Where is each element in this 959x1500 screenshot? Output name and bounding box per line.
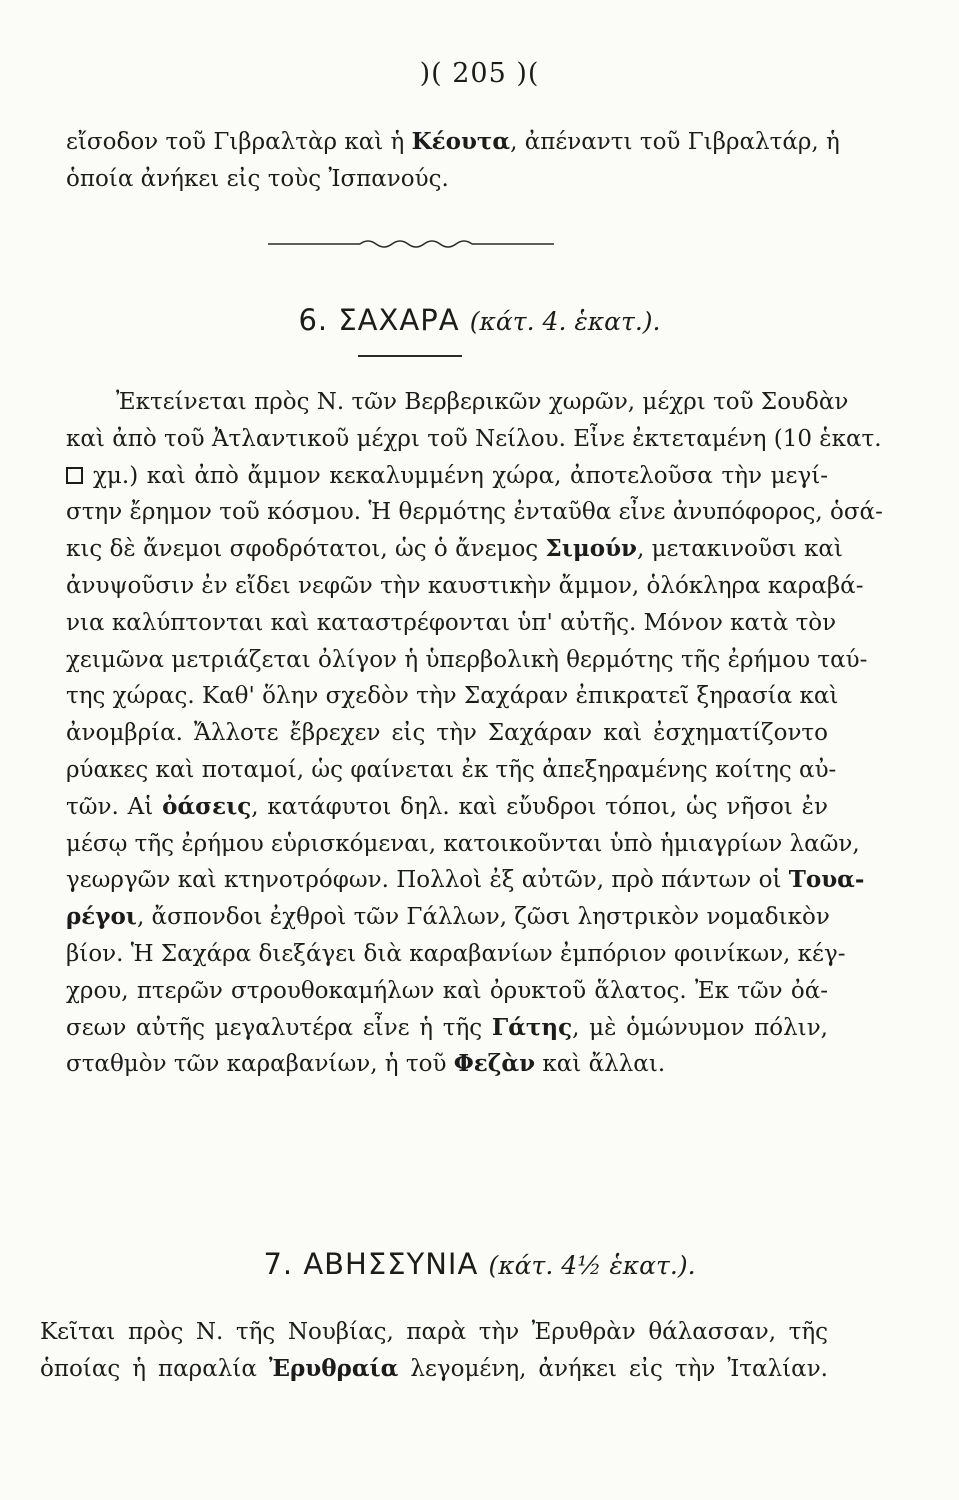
text-line: σταθμὸν τῶν καραβανίων, ἡ τοῦ Φεζὰν καὶ ἄλλαι. <box>66 1050 666 1078</box>
section-heading-sahara <box>0 303 959 337</box>
text-line: μέσῳ τῆς ἐρήμου εὑρισκόμεναι, κατοικοῦνται ὑπὸ ἡμιαγρίων λαῶν, <box>66 830 860 857</box>
place-name-eritrea: Ἐρυθραία <box>268 1354 399 1382</box>
heading-title: 6. ΣΑΧΑΡΑ <box>298 303 460 337</box>
text-line: εἴσοδον τοῦ Γιβραλτὰρ καὶ ἡ Κέουτα, ἀπέναντι τοῦ Γιβραλτάρ, ἡ <box>66 128 840 155</box>
text-line: χρου, πτερῶν στρουθοκαμήλων καὶ ὀρυκτοῦ ἅλατος. Ἐκ τῶν ὀά- <box>66 977 828 1004</box>
text-line: Κεῖται πρὸς Ν. τῆς Νουβίας, παρὰ τὴν Ἐρυθρὰν θάλασσαν, τῆς <box>40 1319 828 1345</box>
text-line: της χώρας. Καθ' ὅλην σχεδὸν τὴν Σαχάραν ἐπικρατεῖ ξηρασία καὶ <box>66 683 839 710</box>
page-number-header: )( 205 )( <box>419 58 540 89</box>
text-line: ἀνομβρία. Ἄλλοτε ἔβρεχεν εἰς τὴν Σαχάραν καὶ ἐσχηματίζοντο <box>66 720 828 747</box>
heading-note: (κάτ. 4. ἑκατ.). <box>469 307 661 336</box>
intro-paragraph <box>66 124 840 198</box>
text-line: χμ.) καὶ ἀπὸ ἄμμον κεκαλυμμένη χώρα, ἀποτελοῦσα τὴν μεγί- <box>66 458 828 495</box>
text-line: Ἐκτείνεται πρὸς Ν. τῶν Βερβερικῶν χωρῶν, μέχρι τοῦ Σουδὰν <box>116 389 849 415</box>
text-line: κις δὲ ἄνεμοι σφοδρότατοι, ὡς ὁ ἄνεμος Σιμούν, μετακινοῦσι καὶ <box>66 535 843 563</box>
text-line: στην ἔρημον τοῦ κόσμου. Ἡ θερμότης ἐνταῦθα εἶνε ἀνυπόφορος, ὁσά- <box>66 499 883 526</box>
place-name-fezzan: Φεζὰν <box>453 1050 536 1078</box>
term-simoun: Σιμούν <box>545 535 637 563</box>
heading-title: 7. ΑΒΗΣΣΥΝΙΑ <box>263 1247 479 1281</box>
text-line: καὶ ἀπὸ τοῦ Ἀτλαντικοῦ μέχρι τοῦ Νείλου. Εἶνε ἐκτεταμένη (10 ἑκατ. <box>66 425 882 452</box>
text-line: χειμῶνα μετριάζεται ὀλίγον ἡ ὑπερβολικὴ θερμότης τῆς ἐρήμου ταύ- <box>66 646 868 673</box>
text-line: ρέγοι, ἄσπονδοι ἐχθροὶ τῶν Γάλλων, ζῶσι ληστρικὸν νομαδικὸν <box>66 903 830 931</box>
place-name-keouta: Κέουτα <box>411 128 511 155</box>
heading-rule <box>358 355 462 357</box>
text-line: βίον. Ἡ Σαχάρα διεξάγει διὰ καραβανίων ἐμπόριον φοινίκων, κέγ- <box>66 940 846 967</box>
text-line: νια καλύπτονται καὶ καταστρέφονται ὑπ' αὐτῆς. Μόνον κατὰ τὸν <box>66 609 837 636</box>
abyssinia-paragraph <box>40 1314 828 1388</box>
section-heading-abyssinia <box>0 1247 959 1281</box>
text-line: ρύακες καὶ ποταμοί, ὡς φαίνεται ἐκ τῆς ἀπεξηραμένης κοίτης αὐ- <box>66 756 837 783</box>
term-touareg: Τουα- <box>788 866 865 894</box>
text-line: ὁποίας ἡ παραλία Ἐρυθραία λεγομένη, ἀνήκει εἰς τὴν Ἰταλίαν. <box>40 1354 828 1382</box>
ornament-divider <box>268 237 554 251</box>
text-line: σεων αὐτῆς μεγαλυτέρα εἶνε ἡ τῆς Γάτης, μὲ ὁμώνυμον πόλιν, <box>66 1013 828 1041</box>
place-name-gatis: Γάτης <box>491 1013 573 1041</box>
text-line: ὁποία ἀνήκει εἰς τοὺς Ἰσπανούς. <box>66 165 449 192</box>
term-oases: ὀάσεις <box>162 792 252 820</box>
text-line: τῶν. Αἱ ὀάσεις, κατάφυτοι δηλ. καὶ εὔυδροι τόποι, ὡς νῆσοι ἐν <box>66 792 828 820</box>
square-symbol-icon <box>66 467 83 484</box>
heading-note: (κάτ. 4½ ἑκατ.). <box>488 1251 696 1280</box>
sahara-paragraph <box>66 384 883 1083</box>
term-touareg-cont: ρέγοι <box>66 903 137 931</box>
text-line: ἀνυψοῦσιν ἐν εἴδει νεφῶν τὴν καυστικὴν ἄμμον, ὁλόκληρα καραβά- <box>66 572 864 599</box>
text-line: γεωργῶν καὶ κτηνοτρόφων. Πολλοὶ ἐξ αὐτῶν, πρὸ πάντων οἱ Τουα- <box>66 866 865 894</box>
